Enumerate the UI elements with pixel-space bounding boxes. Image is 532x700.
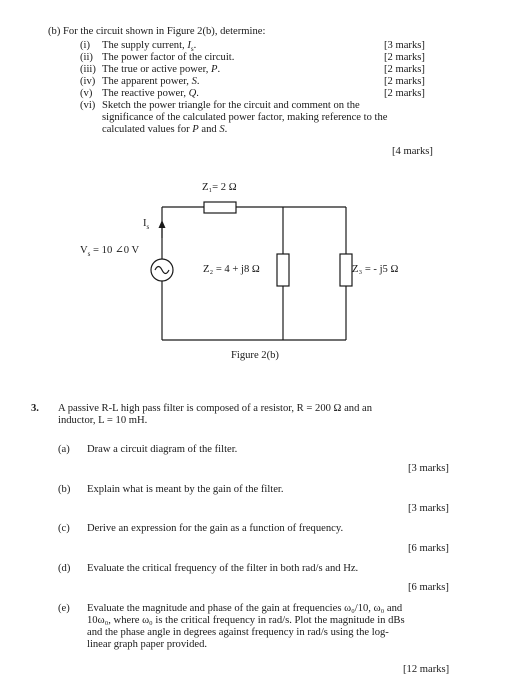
item-symbol-s: S: [219, 124, 225, 135]
item-number: (ii): [80, 52, 93, 63]
marks-b-iii: [2 marks]: [384, 64, 425, 75]
q3-part-a-text: Draw a circuit diagram of the filter.: [87, 444, 238, 455]
item-text-end: .: [196, 88, 199, 99]
item-text: The true or active power,: [102, 64, 211, 75]
q3-intro-line1: A passive R-L high pass filter is composed of a resistor, R = 200 Ω and an: [58, 403, 373, 414]
q3-part-b-label: (b): [58, 484, 71, 495]
item-text-end: .: [196, 76, 200, 87]
item-number: (iv): [80, 76, 96, 87]
marks-b-ii: [2 marks]: [384, 52, 425, 63]
item-subscript: s: [190, 45, 194, 54]
item-text: The supply current,: [102, 40, 188, 51]
marks-b-v: [2 marks]: [384, 88, 425, 99]
z3-impedance: [340, 254, 352, 286]
marks-3a: [3 marks]: [408, 463, 449, 474]
marks-b-i: [3 marks]: [384, 40, 425, 51]
voltage-subscript: s: [87, 250, 91, 259]
z1-label: Z₁= 2 Ω: [202, 182, 237, 193]
z3-label: Z₃ = - j5 Ω: [352, 264, 399, 275]
item-text: The power factor of the circuit.: [102, 52, 235, 63]
item-number: (vi): [80, 100, 96, 111]
marks-3e: [12 marks]: [403, 664, 450, 675]
item-symbol: S: [191, 76, 197, 87]
item-symbol: I: [187, 40, 191, 51]
item-text: The reactive power,: [102, 88, 189, 99]
marks-b-vi: [4 marks]: [392, 146, 433, 157]
item-text: Sketch the power triangle for the circuit and comment on the: [102, 100, 360, 111]
item-symbol: P: [211, 64, 218, 75]
figure-caption: Figure 2(b): [231, 350, 279, 361]
part-b-heading: (b) For the circuit shown in Figure 2(b), determine:: [48, 26, 266, 37]
item-text: The apparent power,: [102, 76, 192, 87]
q3-part-a-label: (a): [58, 444, 70, 455]
q3-part-c-label: (c): [58, 523, 70, 534]
voltage-value: = 10 ∠0 V: [90, 245, 140, 256]
current-arrow-head: [159, 220, 166, 228]
current-label: [143, 218, 149, 231]
q3-part-d-text: Evaluate the critical frequency of the filter in both rad/s and Hz.: [87, 563, 359, 574]
q3-part-b-text: Explain what is meant by the gain of the filter.: [87, 484, 284, 495]
voltage-label: [80, 245, 139, 258]
item-text-mid: and: [198, 124, 220, 135]
item-text-end: .: [224, 124, 228, 135]
q3-part-e-line4: linear graph paper provided.: [87, 639, 208, 650]
q3-number: 3.: [31, 403, 39, 414]
marks-3d: [6 marks]: [408, 582, 449, 593]
marks-b-iv: [2 marks]: [384, 76, 425, 87]
voltage-symbol: V: [80, 245, 88, 256]
q3-part-e-line1: Evaluate the magnitude and phase of the gain at frequencies ω₀/10, ω₀ and: [87, 603, 403, 614]
current-subscript: s: [146, 223, 150, 232]
item-number: (v): [80, 88, 93, 99]
current-symbol: I: [143, 218, 147, 229]
q3-part-e-line3: and the phase angle in degrees against frequency in rad/s using the log-: [87, 627, 389, 638]
q3-part-c-text: Derive an expression for the gain as a function of frequency.: [87, 523, 344, 534]
q3-part-e-label: (e): [58, 603, 70, 614]
item-symbol: Q: [188, 88, 197, 99]
item-text-end: .: [193, 40, 197, 51]
part-b-item-vi-line2: significance of the calculated power factor, making reference to the: [102, 112, 388, 123]
z1-resistor: [204, 202, 236, 213]
z2-label: Z₂ = 4 + j8 Ω: [203, 264, 260, 275]
item-text: calculated values for: [102, 124, 193, 135]
q3-part-d-label: (d): [58, 563, 71, 574]
item-symbol-p: P: [192, 124, 199, 135]
q3-intro-line2: inductor, L = 10 mH.: [58, 415, 148, 426]
item-text-end: .: [217, 64, 221, 75]
marks-3b: [3 marks]: [408, 503, 449, 514]
item-number: (iii): [80, 64, 96, 75]
z2-impedance: [277, 254, 289, 286]
q3-part-e-line2: 10ω₀, where ω₀ is the critical frequency in rad/s. Plot the magnitude in dBs: [87, 615, 405, 626]
marks-3c: [6 marks]: [408, 543, 449, 554]
item-number: (i): [80, 40, 90, 51]
